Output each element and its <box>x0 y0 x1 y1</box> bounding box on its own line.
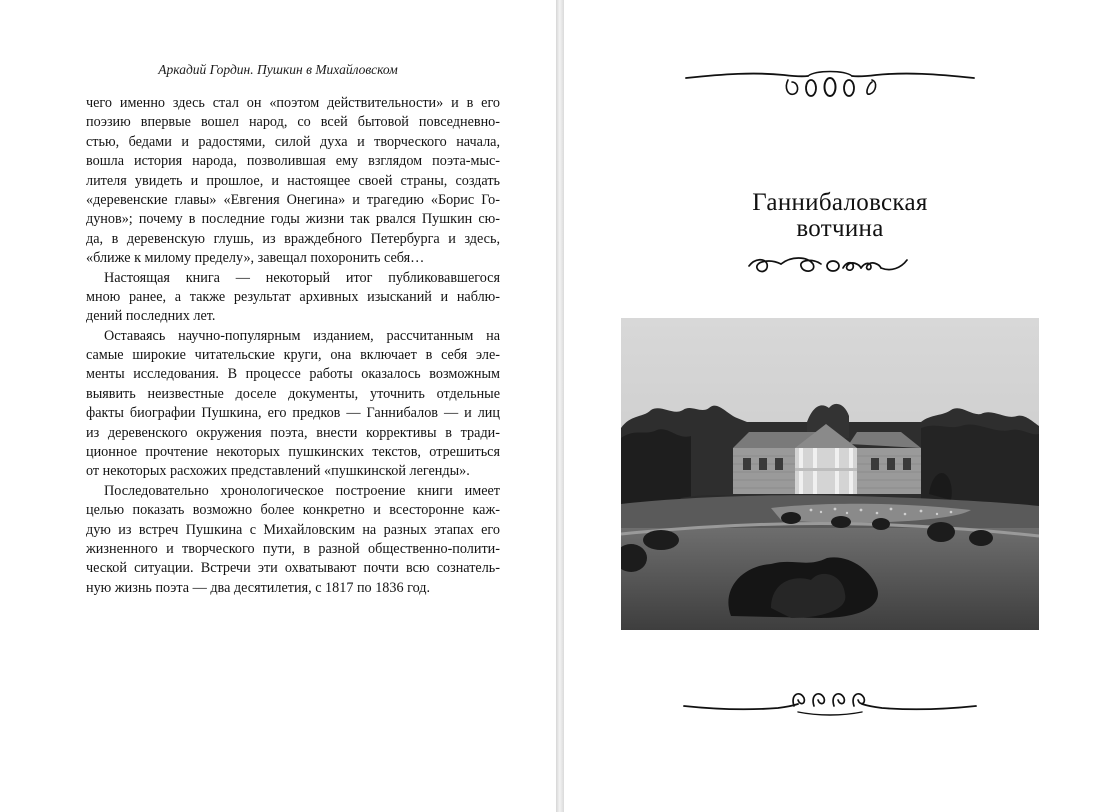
running-head: Аркадий Гордин. Пушкин в Михайловском <box>158 62 398 77</box>
text-line: ческой ситуации. Встречи эти охватывают почти всю сознатель- <box>86 560 500 577</box>
title-flourish-icon <box>747 252 909 278</box>
text-line: от некоторых расхожих представлений «пушкинской легенды». <box>86 463 470 480</box>
text-line: менты исследования. В процессе работы оказалось возможным <box>86 366 500 383</box>
text-line: выявить неизвестные доселе документы, уточнить отдельные <box>86 385 500 402</box>
text-line: самые широкие читательские круги, она включает в себя эле- <box>86 347 500 364</box>
text-line: да, в деревенскую глушь, из враждебного Петербурга и здесь, <box>86 230 500 247</box>
text-line: лителя увидеть и прошлое, и настоящее своей страны, создать <box>86 172 500 189</box>
text-line: поэзию впервые вошел народ, со всей бытовой повседневно- <box>86 114 500 131</box>
text-line: Последовательно хронологическое построение книги имеет <box>104 482 500 499</box>
text-line: дунов»; почему в последние годы жизни так рвался Пушкин сю- <box>86 211 500 228</box>
manor-house-photo <box>621 318 1039 630</box>
text-line: стью, бедами и радостями, силой духа и творческого начала, <box>86 133 500 150</box>
book-gutter <box>556 0 564 812</box>
text-line: Оставаясь научно-популярным изданием, рассчитанным на <box>104 327 500 344</box>
text-line: вошла история народа, позволившая ему взглядом поэта-мыс- <box>86 153 500 170</box>
text-line: ционное прочтение некоторых пушкинских текстов, отрешиться <box>86 444 500 461</box>
bottom-ornament-icon <box>682 686 978 722</box>
body-text <box>86 94 500 598</box>
text-line: факты биографии Пушкина, его предков — Ганнибалов — и лиц <box>86 405 500 422</box>
top-ornament-icon <box>684 66 976 102</box>
right-page <box>564 0 1116 812</box>
text-line: Настоящая книга — некоторый итог публиковавшегося <box>104 269 500 286</box>
text-line: ную жизнь поэта — два десятилетия, с 1817 по 1836 год. <box>86 579 431 596</box>
text-line: из деревенского окружения поэта, внести коррективы в тради- <box>86 424 500 441</box>
left-page <box>0 0 556 812</box>
text-line: дую из встреч Пушкина с Михайловским на разных этапах его <box>86 521 500 538</box>
chapter-title-line2: вотчина <box>796 215 884 242</box>
text-line: «деревенские главы» «Евгения Онегина» и трагедию «Борис Го- <box>86 191 500 208</box>
text-line: мною ранее, а также результат архивных изысканий и наблю- <box>86 288 500 305</box>
text-line: жизненного и творческого пути, в разной общественно-полити- <box>86 540 500 557</box>
text-line: целью показать возможно более конкретно и всесторонне каж- <box>86 502 500 519</box>
text-line: дений последних лет. <box>86 308 216 325</box>
chapter-title-line1: Ганнибаловская <box>752 189 928 216</box>
text-line: «ближе к милому пределу», завещал похоронить себя… <box>86 250 425 267</box>
text-line: чего именно здесь стал он «поэтом действительности» и в его <box>86 95 500 111</box>
